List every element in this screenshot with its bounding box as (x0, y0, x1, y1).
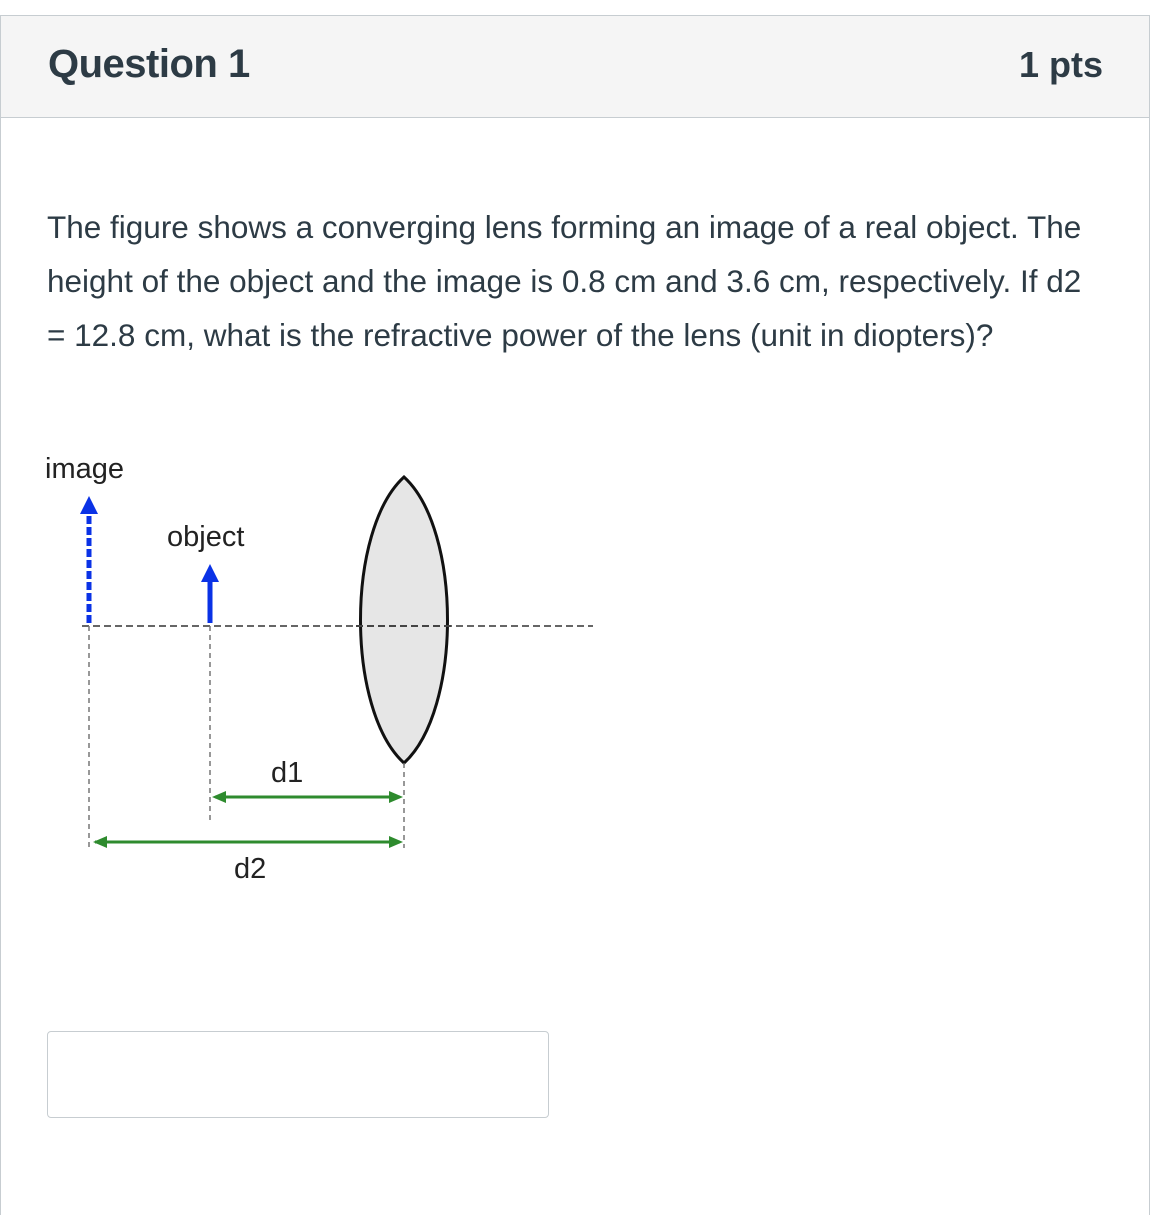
object-label: object (167, 521, 245, 553)
d2-right-arrowhead (389, 836, 403, 848)
d1-right-arrowhead (389, 791, 403, 803)
question-header (1, 16, 1149, 118)
question-title: Question 1 (48, 42, 250, 86)
question-text: The figure shows a converging lens forming an image of a real object. The height of the object and the image is 0.8 cm and 3.6 cm, respectively. If d2 = 12.8 cm, what is the refractive power of the lens (unit in diopters)? (47, 209, 1082, 353)
d2-label: d2 (234, 853, 267, 885)
question-points: 1 pts (1018, 44, 1103, 85)
lens-shape (361, 477, 448, 763)
d1-left-arrowhead (212, 791, 226, 803)
d2-left-arrowhead (93, 836, 107, 848)
lens-figure (38, 440, 608, 900)
image-arrowhead (80, 496, 98, 514)
object-arrowhead (201, 564, 219, 582)
d1-label: d1 (271, 757, 304, 789)
image-label: image (45, 453, 124, 485)
lens-diagram (38, 440, 608, 900)
answer-input[interactable] (47, 1031, 549, 1118)
